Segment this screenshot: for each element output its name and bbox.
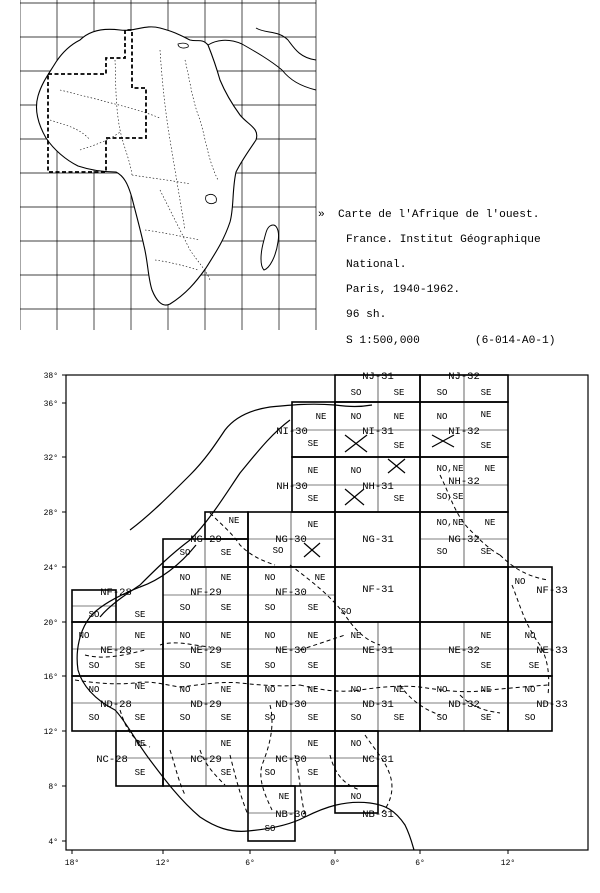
quad-label: NO <box>350 792 362 802</box>
quad-label: SE <box>480 713 492 723</box>
lat-label: 32° <box>43 454 58 463</box>
quad-label: SO,SE <box>436 492 464 502</box>
quad-label: NO <box>524 631 536 641</box>
quad-label: NO <box>264 685 276 695</box>
quad-label: SO <box>350 713 362 723</box>
quad-label: SE <box>393 388 405 398</box>
quad-label: NE <box>314 573 326 583</box>
quad-label: NO <box>179 573 191 583</box>
quad-label: NE <box>307 685 319 695</box>
caption-sheets: 96 sh. <box>346 309 387 322</box>
lat-labels <box>44 372 58 847</box>
sheet-label-nj-31: NJ-31 <box>362 371 394 383</box>
quad-label: SO <box>272 546 284 556</box>
quad-label: SE <box>393 441 405 451</box>
lat-label: 24° <box>43 564 58 573</box>
quad-label: SO <box>264 824 276 834</box>
sheet-label-ng-30: NG-30 <box>275 534 307 546</box>
quad-label: SO <box>264 603 276 613</box>
caption-place-dates: Paris, 1940-1962. <box>346 284 461 297</box>
quad-label: SE <box>220 713 232 723</box>
quad-label: NE <box>220 685 232 695</box>
quad-label: NO <box>350 466 362 476</box>
quad-label: NO <box>88 685 100 695</box>
sheet-label-ng-32: NG-32 <box>448 534 480 546</box>
caption-publisher-1: France. Institut Géographique <box>346 233 541 246</box>
quad-label: NE <box>393 685 405 695</box>
quad-label: NE <box>307 466 319 476</box>
quad-label: SE <box>134 768 146 778</box>
quad-label: NO,NE <box>436 464 464 474</box>
quad-label: SO <box>88 610 100 620</box>
quad-label: SE <box>480 547 492 557</box>
coastline <box>77 404 414 850</box>
quad-label: NE <box>307 631 319 641</box>
quad-label: SE <box>480 441 492 451</box>
sheet-label-nd-30: ND-30 <box>275 699 307 711</box>
quad-label: SE <box>220 661 232 671</box>
quad-label: SO <box>179 661 191 671</box>
quad-label: SO <box>88 713 100 723</box>
sheet-label-ng-29: NG-29 <box>190 534 222 546</box>
sheet-label-nh-31: NH-31 <box>362 481 394 493</box>
sheet-name-labels <box>96 371 568 821</box>
lat-label: 8° <box>48 783 58 792</box>
mediterranean-island <box>178 43 188 48</box>
sheet-label-ng-31: NG-31 <box>362 534 394 546</box>
quad-label: SO <box>524 713 536 723</box>
sheet-label-ni-30: NI-30 <box>276 426 308 438</box>
lat-label: 16° <box>43 673 58 682</box>
quad-label: SE <box>480 388 492 398</box>
quad-label: SO <box>264 768 276 778</box>
quad-label: SE <box>134 610 146 620</box>
quad-label: SE <box>307 768 319 778</box>
quad-label: SO <box>179 603 191 613</box>
lon-label: 12° <box>500 859 516 868</box>
sheet-label-ne-31: NE-31 <box>362 645 394 657</box>
quad-label: SO <box>436 713 448 723</box>
axis-ticks <box>62 375 508 854</box>
quad-label: SO <box>436 547 448 557</box>
quad-label: SE <box>307 439 319 449</box>
sheet-label-nc-31: NC-31 <box>362 754 394 766</box>
sheet-label-nf-28: NF-28 <box>100 587 132 599</box>
sheet-label-nh-30: NH-30 <box>276 481 308 493</box>
quad-label: NE <box>134 631 146 641</box>
quad-label: NO <box>350 412 362 422</box>
quad-label: NE <box>134 682 146 692</box>
sheet-label-nf-33: NF-33 <box>536 585 568 597</box>
sheet-label-nf-30: NF-30 <box>275 587 307 599</box>
lon-labels <box>65 859 515 868</box>
sheet-label-nd-33: ND-33 <box>536 699 568 711</box>
quad-label: NE <box>480 685 492 695</box>
sheet-label-nc-30: NC-30 <box>275 754 307 766</box>
caption-catalog: (6-014-A0-1) <box>474 334 556 347</box>
lon-label: 12° <box>155 859 171 868</box>
quad-label: SO <box>264 713 276 723</box>
lon-label: 18° <box>64 859 80 868</box>
caption <box>318 196 555 360</box>
sheet-label-nc-28: NC-28 <box>96 754 128 766</box>
quad-label: SE <box>220 548 232 558</box>
quad-label: NE <box>484 518 496 528</box>
sheet-label-nd-28: ND-28 <box>100 699 132 711</box>
quad-label: SO <box>264 661 276 671</box>
quad-label: NE <box>315 412 327 422</box>
caption-title: Carte de l'Afrique de l'ouest. <box>338 208 540 221</box>
quad-label: SE <box>220 603 232 613</box>
quad-label: SE <box>393 494 405 504</box>
quad-label: SE <box>134 713 146 723</box>
quad-label: SE <box>220 768 232 778</box>
africa-locator-map <box>20 0 320 330</box>
quad-label: SE <box>134 661 146 671</box>
quad-label: NO <box>179 685 191 695</box>
sheet-label-ni-31: NI-31 <box>362 426 394 438</box>
quad-label: SO <box>179 713 191 723</box>
lat-label: 36° <box>43 400 58 409</box>
quad-label: NO <box>264 631 276 641</box>
quad-label: NO <box>350 685 362 695</box>
lat-label: 4° <box>48 838 58 847</box>
quad-label: NE <box>350 631 362 641</box>
sheet-label-nf-31: NF-31 <box>362 584 394 596</box>
quad-label: SO <box>436 388 448 398</box>
lon-label: 6° <box>415 859 425 868</box>
sheet-label-nb-31: NB-31 <box>362 809 394 821</box>
quad-label: SE <box>480 661 492 671</box>
lat-label: 20° <box>43 619 58 628</box>
sheet-label-ne-29: NE-29 <box>190 645 222 657</box>
quad-label: NE <box>228 516 240 526</box>
lat-label: 38° <box>43 372 58 381</box>
sheet-label-nd-31: ND-31 <box>362 699 394 711</box>
quad-label: NE <box>278 792 290 802</box>
sheet-label-nh-32: NH-32 <box>448 476 480 488</box>
quad-label: SE <box>307 713 319 723</box>
quad-label: NO <box>264 573 276 583</box>
africa-coastline <box>36 27 256 305</box>
quad-label: NO <box>514 577 526 587</box>
quad-label: NE <box>484 464 496 474</box>
quad-label: NO <box>350 739 362 749</box>
quad-label: NE <box>307 739 319 749</box>
quad-label: NE <box>480 410 492 420</box>
quad-label: SE <box>307 494 319 504</box>
sheet-index-map <box>0 355 600 893</box>
quad-label: SO <box>350 388 362 398</box>
lat-label: 12° <box>43 728 58 737</box>
quad-label: NE <box>307 520 319 530</box>
quad-label: NE <box>220 739 232 749</box>
quad-label: SE <box>528 661 540 671</box>
sheet-label-nd-32: ND-32 <box>448 699 480 711</box>
caption-publisher-2: National. <box>346 258 407 271</box>
quad-label: NE <box>393 412 405 422</box>
quad-label: NE <box>220 573 232 583</box>
quadrant-labels <box>79 388 540 834</box>
sheet-label-ni-32: NI-32 <box>448 426 480 438</box>
quad-label: SE <box>393 713 405 723</box>
quad-label: NO <box>179 631 191 641</box>
quad-label: NO,NE <box>436 518 464 528</box>
sheet-label-ne-28: NE-28 <box>100 645 132 657</box>
quad-label: SE <box>307 661 319 671</box>
quad-label: NE <box>480 631 492 641</box>
quad-label: SO <box>88 661 100 671</box>
caption-marker: » <box>318 208 325 221</box>
quad-label: NO <box>436 685 448 695</box>
sheet-label-ne-32: NE-32 <box>448 645 480 657</box>
quad-label: NO <box>436 412 448 422</box>
caption-scale: S 1:500,000 <box>346 334 420 347</box>
quad-label: SO <box>179 548 191 558</box>
sheet-label-nf-29: NF-29 <box>190 587 222 599</box>
madagascar <box>261 225 279 270</box>
quad-label: NE <box>134 739 146 749</box>
lat-label: 28° <box>43 509 58 518</box>
quad-label: SE <box>307 603 319 613</box>
sheet-label-nc-29: NC-29 <box>190 754 222 766</box>
lon-label: 6° <box>245 859 255 868</box>
quad-label: NO <box>78 631 90 641</box>
sheet-label-nj-32: NJ-32 <box>448 371 480 383</box>
lon-label: 0° <box>330 859 340 868</box>
sheet-label-ne-33: NE-33 <box>536 645 568 657</box>
sheet-label-nb-30: NB-30 <box>275 809 307 821</box>
sheet-label-ne-30: NE-30 <box>275 645 307 657</box>
quad-label: SO <box>340 607 352 617</box>
quad-label: NE <box>220 631 232 641</box>
sheet-label-nd-29: ND-29 <box>190 699 222 711</box>
quad-label: NO <box>524 685 536 695</box>
